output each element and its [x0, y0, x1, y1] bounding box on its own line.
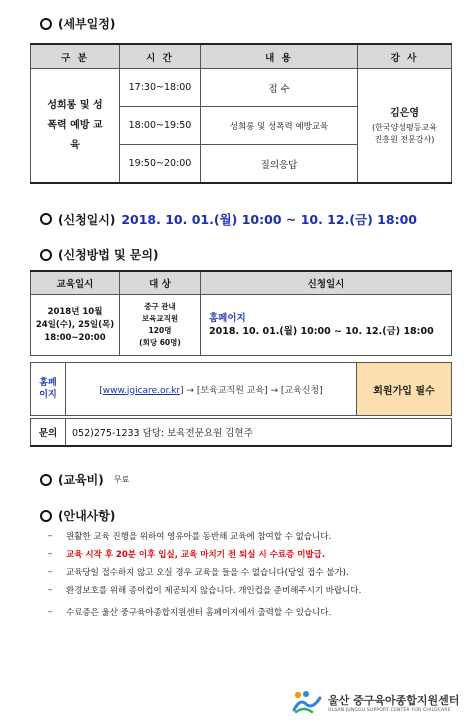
center-logo — [292, 690, 459, 714]
membership-required-cell: 회원가입 필수 — [357, 363, 452, 416]
table-row — [31, 363, 452, 416]
header-category: 구 분 — [31, 44, 120, 69]
notice-text: 교육당일 접수하지 않고 오실 경우 교육을 들을 수 없습니다(당일 접수 불가). — [66, 568, 349, 578]
list-item — [48, 582, 458, 598]
period-section-title — [40, 210, 417, 228]
period-value: 2018. 10. 01.(월) 10:00 ~ 10. 12.(금) 18:00 — [121, 212, 417, 227]
header-instructor: 강 사 — [358, 44, 452, 69]
schedule-header-row — [31, 44, 452, 69]
circle-bullet-icon — [40, 510, 52, 522]
list-item — [48, 546, 458, 562]
header-target: 대 상 — [120, 271, 201, 295]
circle-bullet-icon — [40, 213, 52, 225]
dash-icon: – — [48, 549, 53, 559]
contact-text: 052)275-1233 담당: 보육전문요원 김현주 — [66, 419, 452, 447]
content-cell: 접 수 — [201, 69, 358, 107]
notice-text-emphasis: 교육 시작 후 20분 이후 입실, 교육 마치기 전 퇴실 시 수료증 미발급. — [66, 550, 326, 560]
center-name-en: ULSAN JUNGGU SUPPORT CENTER FOR CHILDCARE — [328, 707, 451, 713]
schedule-title: (세부일정) — [58, 17, 116, 31]
fee-value: 무료 — [113, 475, 130, 484]
time-cell: 18:00~19:50 — [120, 107, 201, 145]
instructor-name: 김은영 — [390, 107, 419, 119]
schedule-section-title — [40, 15, 115, 32]
schedule-table — [30, 43, 452, 184]
fee-title: (교육비) — [58, 473, 104, 487]
homepage-link[interactable]: www.jgicare.or.kr — [102, 385, 181, 396]
target-line: 120명 — [148, 326, 172, 335]
table-row — [31, 295, 452, 356]
target-line: 보육교직원 — [141, 314, 179, 323]
method-title: (신청방법 및 문의) — [58, 248, 159, 262]
notice-section-title — [40, 507, 115, 524]
instructor-detail: (한국양성평등교육진흥원 전문강사) — [372, 122, 437, 144]
target-line: 중구 관내 — [144, 302, 176, 311]
application-header-row — [31, 271, 452, 295]
homepage-label-cell — [31, 363, 66, 416]
apply-period-cell — [201, 295, 452, 356]
center-logo-text — [328, 692, 459, 713]
contact-table — [30, 418, 452, 447]
list-item — [48, 528, 458, 544]
edu-date-line: 18:00~20:00 — [44, 332, 106, 343]
homepage-table — [30, 362, 452, 416]
list-item — [48, 604, 458, 620]
dash-icon: – — [48, 585, 53, 595]
header-edu-date: 교육일시 — [31, 271, 120, 295]
target-cell — [120, 295, 201, 356]
path-bracket: ] — [180, 385, 184, 396]
edu-date-cell — [31, 295, 120, 356]
edu-date-line: 2018년 10월 — [47, 306, 103, 317]
homepage-label-line: 홈페 — [39, 378, 57, 388]
notice-text: 원활한 교육 진행을 위하여 영유아를 동반해 교육에 참여할 수 없습니다. — [66, 532, 332, 542]
notice-text: 환경보호를 위해 종이컵이 제공되지 않습니다. 개인컵을 준비해주시기 바랍니다. — [66, 586, 362, 596]
dash-icon: – — [48, 607, 53, 617]
homepage-label-line: 이지 — [39, 390, 57, 400]
center-name: 울산 중구육아종합지원센터 — [328, 693, 460, 707]
header-apply-period: 신청일시 — [201, 271, 452, 295]
application-table — [30, 270, 452, 356]
apply-label: 홈페이지 — [209, 313, 246, 324]
category-cell: 성희롱 및 성폭력 예방 교육 — [31, 69, 120, 184]
homepage-path-cell — [66, 363, 357, 416]
table-row — [31, 69, 452, 107]
header-content: 내 용 — [201, 44, 358, 69]
circle-bullet-icon — [40, 249, 52, 261]
circle-bullet-icon — [40, 474, 52, 486]
homepage-path: → [보육교직원 교육] → [교육신청] — [186, 385, 323, 396]
apply-period-value: 2018. 10. 01.(월) 10:00 ~ 10. 12.(금) 18:00 — [209, 326, 434, 337]
table-row — [31, 419, 452, 447]
path-bracket: [ — [99, 385, 103, 396]
header-time: 시 간 — [120, 44, 201, 69]
notice-text: 수료증은 울산 중구육아종합지원센터 홈페이지에서 출력할 수 있습니다. — [66, 608, 332, 618]
dash-icon: – — [48, 567, 53, 577]
instructor-cell — [358, 69, 452, 184]
time-cell: 17:30~18:00 — [120, 69, 201, 107]
contact-label: 문의 — [31, 419, 66, 447]
center-logo-icon — [292, 690, 322, 714]
method-section-title — [40, 246, 158, 263]
content-cell: 성희롱 및 성폭력 예방교육 — [201, 107, 358, 145]
circle-bullet-icon — [40, 18, 52, 30]
time-cell: 19:50~20:00 — [120, 145, 201, 184]
content-cell: 질의응답 — [201, 145, 358, 184]
period-title: (신청일시) — [58, 212, 116, 227]
target-line: (회당 60명) — [139, 338, 181, 347]
dash-icon: – — [48, 531, 53, 541]
fee-section-title — [40, 471, 129, 488]
list-item — [48, 564, 458, 580]
notice-title: (안내사항) — [58, 509, 116, 523]
edu-date-line: 24일(수), 25일(목) — [35, 319, 115, 330]
notice-list — [48, 528, 458, 622]
